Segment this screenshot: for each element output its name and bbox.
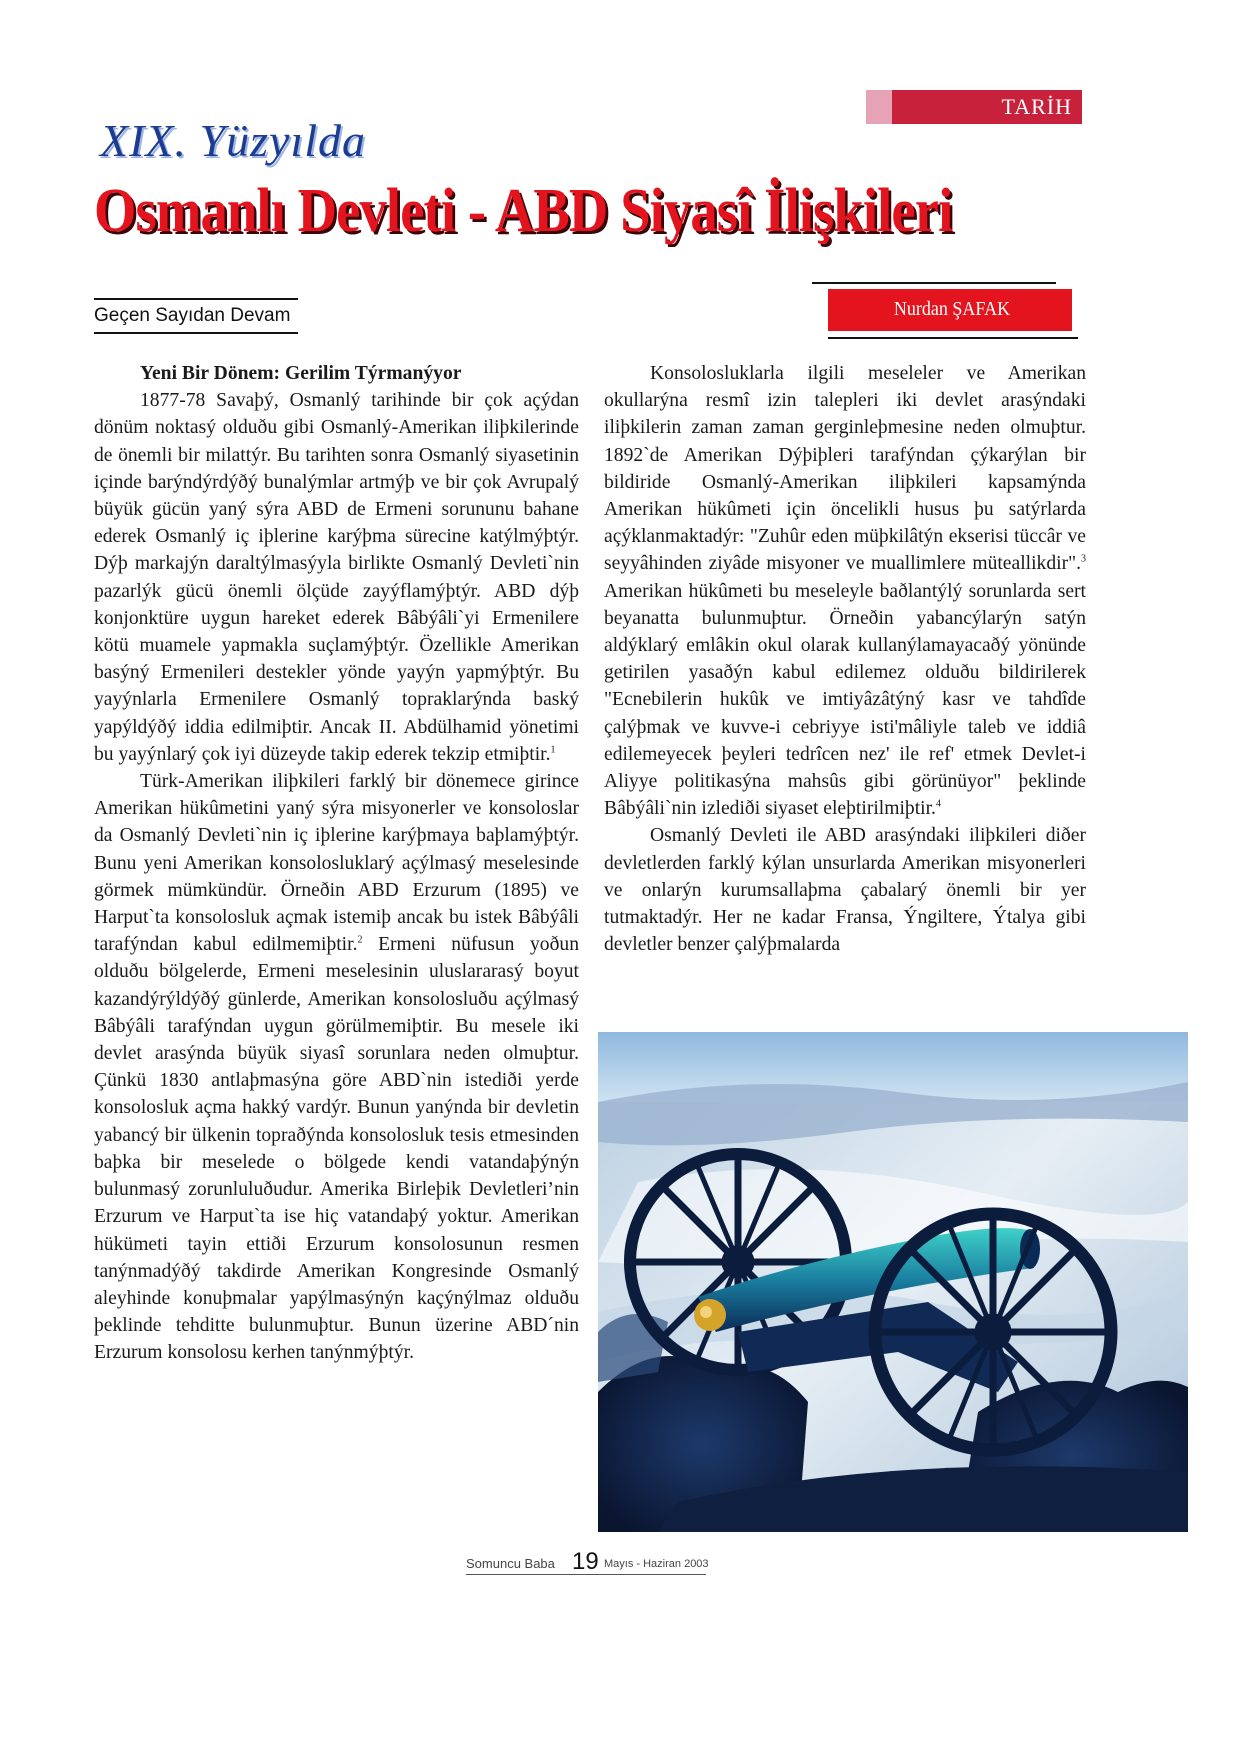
article-column-right [604, 360, 1086, 958]
footnote-marker: 2 [357, 934, 363, 946]
title-kicker: XIX. Yüzyılda [100, 115, 366, 166]
paragraph: 1877-78 Savaþý, Osmanlý tarihinde bir çok açýdan dönüm noktasý olduðu gibi Osmanlý-Amerikan iliþkilerinde de önemli bir milattýr. Bu tarihten sonra Osmanlý siyasetinin içinde barýndýrdýðý bunalýmlar artmýþ ve bir çok Avrupalý büyük gücün yaný sýra ABD de Ermeni sorununu bahane ederek Osmanlý iç iþlerine karýþma sürecine katýlmýþtýr. Dýþ markajýn daraltýlmasýyla birlikte Osmanlý Devleti`nin pazarlýk gücü önemli ölçüde zayýflamýþtýr. ABD dýþ konjonktüre uygun hareket ederek Bâbýâli`yi Ermenilere kötü muamele yapmakla suçlamýþtýr. Özellikle Amerikan basýný Ermenileri destekler yönde yayýn yapmýþtýr. Bu yayýnlarla Ermenilere Osmanlý topraklarýnda baský yapýldýðý iddia edilmiþtir. Ancak II. Abdülhamid yönetimi bu yayýnlarý çok iyi düzeyde takip ederek tekzip etmiþtir.$^1$ [94, 390, 579, 765]
section-tag [866, 90, 1082, 124]
footer-rule [466, 1574, 706, 1575]
divider [812, 282, 1056, 284]
article-subheading: Yeni Bir Dönem: Gerilim Týrmanýyor [140, 363, 462, 384]
divider [828, 337, 1078, 339]
article-title: Osmanlı Devleti - ABD Siyasî İlişkileri [94, 177, 953, 245]
section-tag-accent [866, 90, 892, 124]
publication-name: Somuncu Baba [466, 1556, 555, 1571]
footnote-marker: 1 [550, 744, 556, 756]
page-footer [466, 1548, 716, 1580]
issue-date: Mayıs - Haziran 2003 [604, 1558, 709, 1570]
divider [94, 298, 298, 300]
cannon-photo [598, 1032, 1188, 1532]
footnote-marker: 4 [935, 798, 941, 810]
author-name: Nurdan ŞAFAK [893, 298, 1010, 320]
article-column-left [94, 360, 579, 1367]
paragraph: Konsolosluklarla ilgili meseleler ve Amerikan okullarýna resmî izin talepleri iki devlet arasýndaki iliþkilerin zaman zaman gerginleþmesine neden olmuþtur. 1892`de Amerikan Dýþiþleri tarafýndan çýkarýlan bir bildiride Osmanlý-Amerikan iliþkileri kapsamýnda Amerikan hükûmeti için öncelikli husus þu satýrlarda açýklanmaktadýr: "Zuhûr eden müþkilâtýn ekserisi tüccâr ve seyyâhinden ziyâde misyoner ve muallimlere müteallikdir".$^3$ Amerikan hükûmeti bu meseleyle baðlantýlý sorunlarda sert beyanatta bulunmuþtur. Örneðin yabancýlarýn satýn aldýklarý emlâkin okul olarak kullanýlamayacaðý yönünde getirilen yasaðýn kabul edilemez olduðu bildirilerek "Ecnebilerin hukûk ve imtiyâzâtýný kasr ve tahdîde çalýþmak ve kuvve-i cebriyye isti'mâliyle taleb ve iddiâ edilemeyecek þeyleri tedrîcen nez' ile ref' etmek Devlet-i Aliyye politikasýna mahsûs gibi görünüyor" þeklinde Bâbýâli`nin izlediði siyaset eleþtirilmiþtir.$^4$ [604, 363, 1086, 820]
paragraph: Türk-Amerikan iliþkileri farklý bir dönemece girince Amerikan hükûmetini yaný sýra misyonerler ve konsoloslar da Osmanlý Devleti`nin iç iþlerine karýþmaya baþlamýþtýr. Bunu yeni Amerikan konsolosluklarý açýlmasý meselesinde görmek mümkündür. Örneðin ABD Erzurum (1895) ve Harput`ta konsolosluk açmak istemiþ ancak bu istek Bâbýâli tarafýndan kabul edilmemiþtir.$^2$ Ermeni nüfusun yoðun olduðu bölgelerde, Ermeni meselesinin uluslararasý boyut kazandýrýldýðý günlerde, Amerikan konsolosluðu açýlmasý Bâbýâli tarafýndan uygun görülmemiþtir. Bu mesele iki devlet arasýnda büyük siyasî sorunlara neden olmuþtur. Çünkü 1830 antlaþmasýna göre ABD`nin istediði yerde konsolosluk açma hakký vardýr. Bunun yanýnda bir devletin yabancý bir ülkenin topraðýnda konsolosluk tesis etmesinden baþka bir meselede o bölgede kendi vatandaþýnýn bulunmasý zorunluluðudur. Amerika Birleþik Devletleri’nin Erzurum ve Harput`ta ise hiç vatandaþý yoktur. Amerikan hükümeti tayin ettiði Erzurum konsolosunun resmen tanýnmadýðý takdirde Amerikan Kongresinde Osmanlý aleyhinde konuþmalar yapýlmasýnýn kaçýnýlmaz olduðu þeklinde tehditte bulunmuþtur. Bunun üzerine ABD´nin Erzurum konsolosu kerhen tanýnmýþtýr. [94, 771, 579, 1364]
divider [94, 332, 298, 334]
author-badge [828, 289, 1072, 331]
paragraph: Osmanlý Devleti ile ABD arasýndaki iliþkileri diðer devletlerden farklý kýlan unsurlarda Amerikan misyonerleri ve onlarýn kurumsallaþma çabalarý önemli bir yer tutmaktadýr. Her ne kadar Fransa, Ýngiltere, Ýtalya gibi devletler benzer çalýþmalarda [604, 825, 1086, 956]
continued-label: Geçen Sayıdan Devam [94, 305, 291, 326]
page-number: 19 [572, 1548, 599, 1575]
section-label: TARİH [1001, 94, 1072, 119]
footnote-marker: 3 [1081, 553, 1086, 565]
